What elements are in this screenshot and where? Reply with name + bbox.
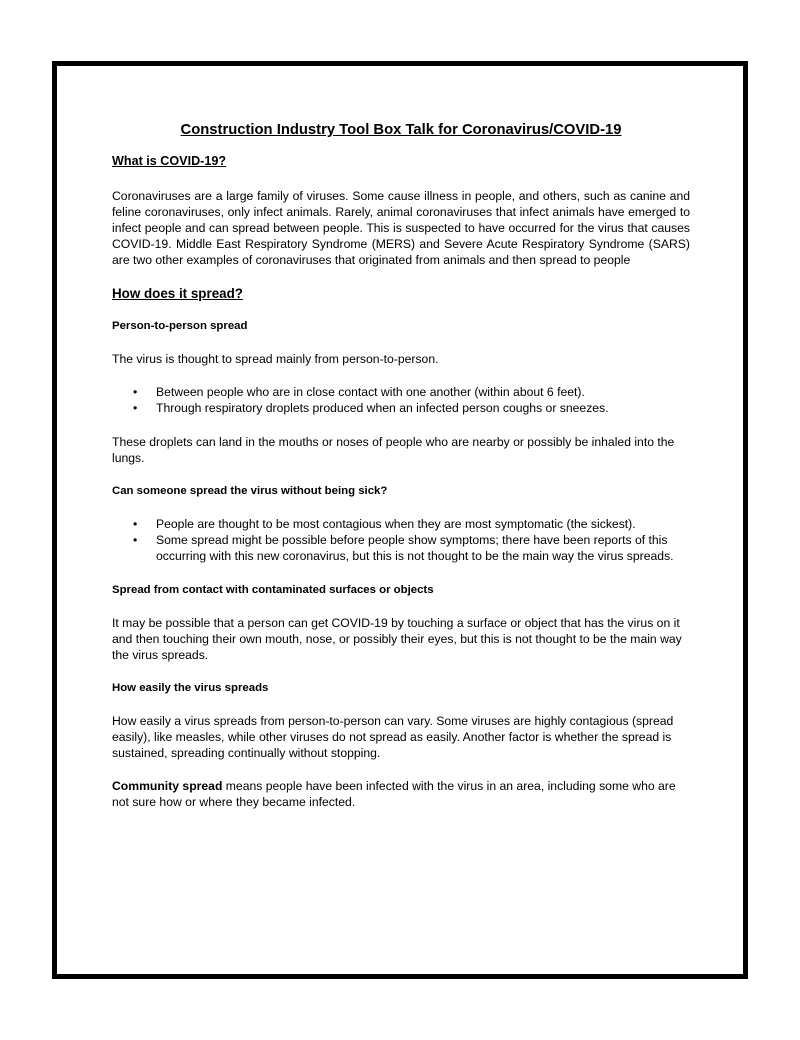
- community-spread-paragraph: [112, 778, 690, 810]
- list-item: [133, 532, 690, 564]
- bullet-marker: •: [133, 517, 138, 531]
- section-heading-how-spread: How does it spread?: [112, 286, 243, 301]
- section-heading-what-is: What is COVID-19?: [112, 154, 227, 168]
- list-item-text: Between people who are in close contact with one another (within about 6 feet).: [156, 385, 585, 399]
- surfaces-paragraph: It may be possible that a person can get COVID-19 by touching a surface or object that has the virus on it and then touching their own mouth, nose, or possibly their eyes, but this is not thought to be the main way the virus spreads.: [112, 616, 682, 662]
- what-is-paragraph: Coronaviruses are a large family of viruses. Some cause illness in people, and others, such as canine and feline coronaviruses, only infect animals. Rarely, animal coronaviruses that infect animals have emerged to infect people and can spread between people. This is suspected to have occurred for the virus that causes COVID-19. Middle East Respiratory Syndrome (MERS) and Severe Acute Respiratory Syndrome (SARS) are two other examples of coronaviruses that originated from animals and then spread to people: [112, 189, 690, 267]
- subheading-how-easily: How easily the virus spreads: [112, 682, 269, 694]
- how-easily-paragraph: How easily a virus spreads from person-to-person can vary. Some viruses are highly contagious (spread easily), like measles, while other viruses do not spread as easily. Another factor is whether the spread is sustained, spreading continually without stopping.: [112, 714, 674, 760]
- bullet-marker: •: [133, 533, 138, 547]
- droplets-paragraph: These droplets can land in the mouths or noses of people who are nearby or possibly be inhaled into the lungs.: [112, 435, 675, 465]
- subheading-person-to-person: Person-to-person spread: [112, 320, 248, 332]
- bullet-marker: •: [133, 401, 138, 415]
- subheading-without-sick: Can someone spread the virus without being sick?: [112, 485, 388, 497]
- list-item: [133, 384, 690, 400]
- person-to-person-intro: The virus is thought to spread mainly from person-to-person.: [112, 352, 439, 366]
- list-item-text: People are thought to be most contagious when they are most symptomatic (the sickest).: [156, 517, 636, 531]
- without-sick-list: [112, 516, 690, 564]
- list-item-text: Through respiratory droplets produced when an infected person coughs or sneezes.: [156, 401, 609, 415]
- bullet-marker: •: [133, 385, 138, 399]
- community-spread-definition: means people have been infected with the virus in an area, including some who are not sure how or where they became infected.: [112, 779, 676, 809]
- subheading-surfaces: Spread from contact with contaminated surfaces or objects: [112, 584, 434, 596]
- document-title: Construction Industry Tool Box Talk for Coronavirus/COVID-19: [180, 122, 622, 138]
- document-body: [112, 120, 690, 827]
- list-item: [133, 400, 690, 416]
- community-spread-term: Community spread: [112, 779, 223, 793]
- list-item-text: Some spread might be possible before people show symptoms; there have been reports of this occurring with this new coronavirus, but this is not thought to be the main way the virus spreads.: [156, 533, 674, 563]
- person-to-person-list: [112, 384, 690, 416]
- list-item: [133, 516, 690, 532]
